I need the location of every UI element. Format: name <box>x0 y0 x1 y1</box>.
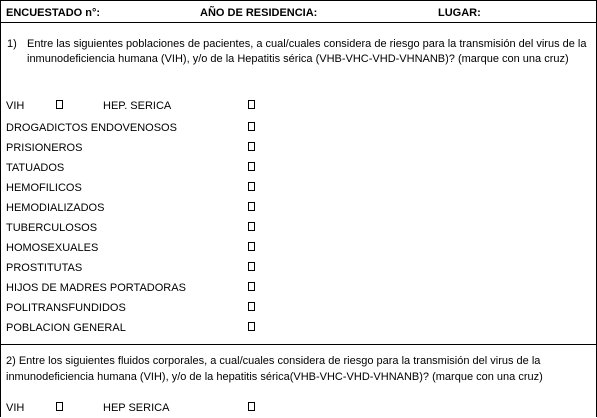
population-item-checkbox[interactable] <box>248 202 255 211</box>
population-item-checkbox[interactable] <box>248 142 255 151</box>
lugar-label: LUGAR: <box>438 7 481 19</box>
population-item-checkbox[interactable] <box>248 162 255 171</box>
hep-serica-label: HEP. SERICA <box>103 100 172 112</box>
population-item-checkbox[interactable] <box>248 242 255 251</box>
question-1-text: Entre las siguientes poblaciones de pacientes, a cual/cuales considera de riesgo para la transmisión del virus de la inmunodeficiencia humana (VIH), y/o de la Hepatitis sérica (VHB-VHC-VHD-VHNANB)? (marque con una cruz) <box>27 38 587 65</box>
anio-residencia-label: AÑO DE RESIDENCIA: <box>200 7 318 19</box>
question-2-text: 2) Entre los siguientes fluidos corporales, a cual/cuales considera de riesgo para la transmisión del virus de la inmunodeficiencia humana (VIH), y/o de la hepatitis sérica(VHB-VHC-VHD-VHNANB)? (marque con una cruz) <box>6 355 543 383</box>
vih-checkbox[interactable] <box>56 100 63 109</box>
population-item-checkbox[interactable] <box>248 222 255 231</box>
q2-vih-checkbox[interactable] <box>56 402 63 411</box>
population-item-label: POBLACION GENERAL <box>6 322 126 334</box>
population-item-label: POLITRANSFUNDIDOS <box>6 302 126 314</box>
form-header <box>1 1 596 23</box>
population-item-label: HIJOS DE MADRES PORTADORAS <box>6 282 186 294</box>
q2-hep-serica-checkbox[interactable] <box>248 402 255 411</box>
population-item-checkbox[interactable] <box>248 322 255 331</box>
population-item-checkbox[interactable] <box>248 182 255 191</box>
population-item-label: HEMOFILICOS <box>6 182 82 194</box>
population-item-checkbox[interactable] <box>248 282 255 291</box>
population-item-label: PROSTITUTAS <box>6 262 83 274</box>
vih-label: VIH <box>6 100 25 112</box>
q2-hep-serica-label: HEP SERICA <box>103 402 170 414</box>
population-item-label: DROGADICTOS ENDOVENOSOS <box>6 122 177 134</box>
encuestado-label: ENCUESTADO n°: <box>6 7 101 19</box>
population-item-label: HOMOSEXUALES <box>6 242 99 254</box>
q2-vih-label: VIH <box>6 402 25 414</box>
population-item-checkbox[interactable] <box>248 262 255 271</box>
population-item-label: HEMODIALIZADOS <box>6 202 105 214</box>
section-divider <box>1 344 596 345</box>
population-item-label: TATUADOS <box>6 162 65 174</box>
population-item-checkbox[interactable] <box>248 122 255 131</box>
population-item-label: TUBERCULOSOS <box>6 222 98 234</box>
question-1-number: 1) <box>7 38 17 50</box>
population-item-checkbox[interactable] <box>248 302 255 311</box>
hep-serica-checkbox[interactable] <box>248 100 255 109</box>
population-item-label: PRISIONEROS <box>6 142 83 154</box>
